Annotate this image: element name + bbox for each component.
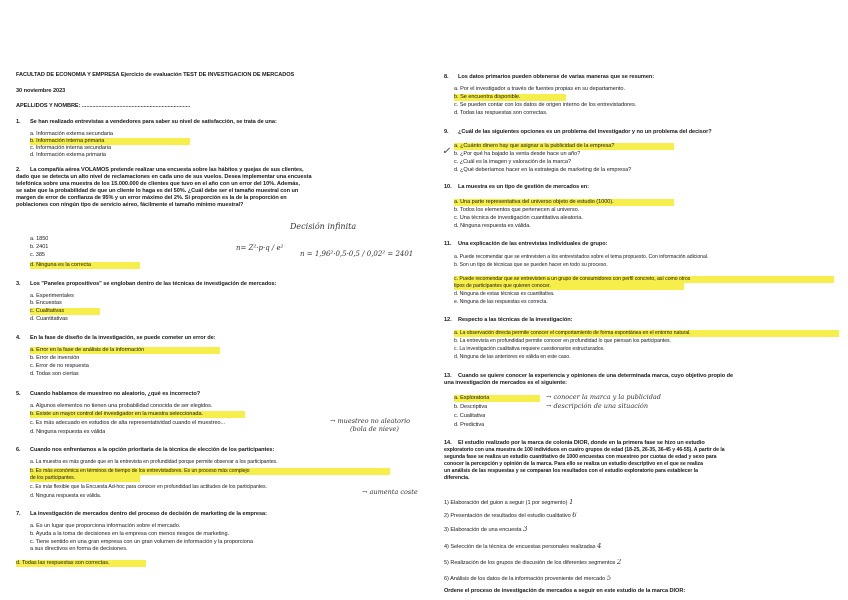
q13-option-c[interactable]: c. Cualitativa — [454, 413, 486, 419]
q14-handwritten-order: 5 — [606, 575, 612, 582]
q11-option-c-continued: tipos de participantes que quieren conocer. — [454, 283, 684, 290]
q9-option-c[interactable]: c. ¿Cuál es la imagen y valoración de la marca? — [454, 159, 572, 165]
q14-handwritten-order: 2 — [616, 559, 622, 566]
q14-step-3[interactable]: 3) Elaboración de una encuesta 3 — [444, 526, 528, 533]
q14-step-1[interactable]: 1) Elaboración del guion a seguir (1 por segmento) 1 — [444, 499, 574, 506]
q13-option-a-selected[interactable]: a. Exploratoria — [454, 395, 540, 402]
q14-step-5[interactable]: 5) Realización de los grupos de discusión de los diferentes segmentos 2 — [444, 559, 622, 566]
q14-question: 14. El estudio realizado por la marca de colonia DIOR, donde en la primera fase se hizo un estudio — [444, 440, 705, 446]
q6-option-b-continued: de los participantes. — [30, 475, 140, 482]
q10-option-d[interactable]: d. Ninguna respuesta es válida. — [454, 223, 531, 229]
q6-question: 6. Cuando nos enfrentamos a la opción prioritaria de la técnica de elección de los participantes: — [16, 447, 275, 453]
q2-line: dado que se detecta un alto nivel de reclamaciones en cada uno de sus vuelos. Desea implementar una encuesta — [16, 174, 312, 180]
q14-handwritten-order: 6 — [572, 512, 577, 519]
q14-step-2[interactable]: 2) Presentación de resultados del estudio cualitativo 6 — [444, 512, 577, 519]
q14-step-6[interactable]: 6) Análisis de los datos de la información proveniente del mercado 5 — [444, 575, 612, 582]
q13-handwritten-note: → descripción de una situación — [546, 402, 649, 410]
q1-question: 1. Se han realizado entrevistas a vendedores para saber su nivel de satisfacción, se trata de una: — [16, 119, 277, 125]
q14-step-4[interactable]: 4) Selección de la técnica de encuestas personales realizadas 4 — [444, 543, 602, 550]
q3-option-c-selected[interactable]: c. Cualitativas — [30, 308, 100, 315]
q11-question: 11. Una explicación de las entrevistas individuales de grupo: — [444, 241, 608, 247]
q4-question: 4. En la fase de diseño de la investigación, se puede cometer un error de: — [16, 335, 216, 341]
q13-handwritten-note: → conocer la marca y la publicidad — [546, 393, 661, 401]
q2-line: se sabe que la probabilidad de que un cliente lo haga es del 50%. ¿Cuál debe ser el tamaño muestral con un — [16, 188, 299, 194]
q14-footer: Ordene el proceso de investigación de mercados a seguir en este estudio de la marca DIOR: — [444, 588, 686, 594]
q7-option-c-continued: a sus directivos en forma de decisiones. — [30, 546, 128, 552]
q14-question-line: diferencia. — [444, 475, 470, 481]
q11-option-b[interactable]: b. Son un tipo de técnicas que se pueden hacer en todo su proceso. — [454, 262, 608, 268]
q1-option-c[interactable]: c. Información interna secundaria — [30, 145, 112, 151]
q4-option-d[interactable]: d. Todas son ciertas — [30, 371, 79, 377]
q3-option-a[interactable]: a. Experimentales — [30, 293, 74, 299]
q2-question: 2. La compañía aérea VOLAMOS pretende realizar una encuesta sobre las hábitos y quejas de sus clientes, — [16, 167, 304, 173]
q14-question-line: exploratorio con una muestra de 100 individuos en cuatro grupos de edad (18-25, 26-35, 36-45 y 46-55). A partir de la — [444, 447, 725, 453]
exam-header: FACULTAD DE ECONOMÍA Y EMPRESA Ejercicio de evaluación TEST DE INVESTIGACIÓN DE MERCADOS — [16, 72, 295, 78]
q14-question-line: segunda fase se realiza un estudio cuantitativo de 1000 encuestas con muestreo por cuotas de edad y sexo para — [444, 454, 717, 460]
q12-option-b[interactable]: b. La entrevista en profundidad permite conocer en profundidad lo que piensan los participantes. — [454, 338, 671, 344]
exam-date: 30 noviembre 2023 — [16, 88, 66, 94]
q6-option-c[interactable]: c. Es más flexible que la Encuesta Ad-hoc para conocer en profundidad las actitudes de los participantes. — [30, 484, 267, 490]
q6-option-b-selected[interactable]: b. Es más económica en términos de tiempo de los entrevistadores. Es un proceso más complejo — [30, 468, 390, 475]
q14-handwritten-order: 4 — [597, 543, 602, 550]
q9-option-a-selected[interactable]: a. ¿Cuánto dinero hay que asignar a la publicidad de la empresa? — [454, 143, 674, 150]
right-column — [424, 0, 848, 600]
name-field[interactable]: APELLIDOS Y NOMBRE: ........................................................................ — [16, 103, 191, 109]
q11-option-c-selected[interactable]: c. Puede recomendar que se entrevisten a un grupo de consumidores con perfil concreto, así como otros — [454, 276, 834, 283]
q13-question: 13. Cuando se quiere conocer la experiencia y opiniones de una determinada marca, cuyo objetivo propio de — [444, 373, 734, 379]
q4-option-c[interactable]: c. Error de no respuesta — [30, 363, 89, 369]
q3-option-d[interactable]: d. Cuantitativas — [30, 316, 68, 322]
q12-option-a-selected[interactable]: a. La observación directa permite conocer el comportamiento de forma espontánea en el entorno natural. — [454, 330, 839, 337]
q4-option-a-selected[interactable]: a. Error en la fase de análisis de la información — [30, 347, 220, 354]
q1-option-d[interactable]: d. Información externa primaria — [30, 152, 106, 158]
q5-option-a[interactable]: a. Algunos elementos no tienen una probabilidad conocida de ser elegidos. — [30, 403, 213, 409]
q11-option-e[interactable]: e. Ninguna de las respuestas es correcta. — [454, 299, 548, 305]
q1-option-a[interactable]: a. Información externa secundaria — [30, 131, 113, 137]
q9-option-b[interactable]: b. ¿Por qué ha bajado la venta desde hace un año? — [454, 151, 581, 157]
q7-option-b[interactable]: b. Ayuda a la toma de decisiones en la empresa con menos riesgos de marketing. — [30, 531, 230, 537]
q9-option-d[interactable]: d. ¿Qué deberíamos hacer en la estrategia de marketing de la empresa? — [454, 167, 632, 173]
q2-handwritten-formula: n= Z²·p·q / e² — [236, 244, 284, 252]
q8-option-c[interactable]: c. Se pueden contar con los datos de origen interno de los entrevistadores. — [454, 102, 637, 108]
q8-option-b-selected[interactable]: b. Se encuentra disponible. — [454, 94, 566, 101]
q5-option-d[interactable]: d. Ninguna respuesta es válida — [30, 429, 106, 435]
q13-question-line2: una investigación de mercados es el siguiente: — [444, 380, 567, 386]
q2-line: telefónica sobre una muestra de los 15.000.000 de clientes que tuvo en el año con un error del 10%. Además, — [16, 181, 300, 187]
q8-option-a[interactable]: a. Por el investigador a través de fuentes propias en su departamento. — [454, 86, 625, 92]
q6-option-d[interactable]: d. Ninguna respuesta es válida. — [30, 493, 102, 499]
q13-option-d[interactable]: d. Predictiva — [454, 422, 485, 428]
q14-handwritten-order: 3 — [523, 526, 528, 533]
q12-option-c[interactable]: c. La investigación cualitativa requiere cuestionarios estructurados. — [454, 346, 605, 352]
q7-option-a[interactable]: a. Es un lugar que proporciona información sobre el mercado. — [30, 523, 181, 529]
q5-handwritten-note: → muestreo no aleatorio — [330, 417, 411, 425]
q14-question-line: conocer la percepción y opinión de la marca. Para ello se realiza un estudio descriptivo en el que se realiza — [444, 461, 703, 467]
q10-option-a-selected[interactable]: a. Una parte representativa del universo objeto de estudio (1000). — [454, 199, 674, 206]
q14-question-line: un análisis de las respuestas y se comparan los resultados con el estudio exploratorio para establecer la — [444, 468, 698, 474]
q10-option-c[interactable]: c. Una técnica de investigación cuantitativa aleatoria. — [454, 215, 583, 221]
q7-question: 7. La investigación de mercados dentro del proceso de decisión de marketing de la empresa: — [16, 511, 267, 517]
q2-option-c[interactable]: c. 385 — [30, 252, 45, 258]
q2-option-a[interactable]: a. 1850 — [30, 236, 49, 242]
q11-option-d[interactable]: d. Ninguna de estas técnicas es cuantitativa. — [454, 291, 555, 297]
q9-question: 9. ¿Cuál de las siguientes opciones es un problema del investigador y no un problema del decisor? — [444, 129, 712, 135]
q12-question: 12. Respecto a las técnicas de la investigación: — [444, 317, 573, 323]
q12-option-d[interactable]: d. Ninguna de las anteriores es válida en este caso. — [454, 354, 571, 360]
q9-check-mark: ✓ — [442, 146, 451, 157]
q6-handwritten-note: → aumenta coste — [362, 488, 418, 496]
q3-option-b[interactable]: b. Encuestas — [30, 300, 62, 306]
q5-option-b-selected[interactable]: b. Existe un mayor control del investigador en la muestra seleccionada. — [30, 411, 245, 418]
q7-option-d-selected[interactable]: d. Todas las respuestas son correctas. — [16, 560, 146, 567]
q8-option-d[interactable]: d. Todas las respuestas son correctas. — [454, 110, 548, 116]
q5-handwritten-note: (bola de nieve) — [350, 425, 399, 433]
q7-option-c[interactable]: c. Tiene sentido en una gran empresa con un gran volumen de información y la proporciona — [30, 539, 253, 545]
q2-option-d-selected[interactable]: d. Ninguna es la correcta — [30, 262, 140, 269]
q5-question: 5. Cuando hablamos de muestreo no aleatorio, ¿qué es incorrecto? — [16, 391, 201, 397]
q2-line: poblaciones con ningún tipo de servicio aéreo, fácilmente el tamaño mínimo muestral? — [16, 202, 244, 208]
q10-question: 10. La muestra es un tipo de gestión de mercados en: — [444, 184, 589, 190]
q8-question: 8. Los datos primarios pueden obtenerse de varias maneras que se resumen: — [444, 74, 655, 80]
q3-question: 3. Los "Paneles propositivos" se engloban dentro de las técnicas de investigación de mercados: — [16, 281, 277, 287]
q4-option-b[interactable]: b. Error de inversión — [30, 355, 80, 361]
q11-option-a[interactable]: a. Puede recomendar que se entrevisten a los entrevistados sobre el tema propuesto. Con información adicional. — [454, 254, 709, 260]
q14-handwritten-order: 1 — [568, 499, 574, 506]
q5-option-c[interactable]: c. Es más adecuado en estudios de alta representatividad cuando el muestreo... — [30, 420, 226, 426]
q2-line: margen de error de confianza de 95% y un error máximo del 2%. Si proporción es la de la proporción en — [16, 195, 287, 201]
q13-option-b[interactable]: b. Descriptiva — [454, 404, 488, 410]
q1-option-b-selected[interactable]: b. Información interna primaria — [30, 138, 190, 145]
q2-handwritten-calculation: n = 1,96²·0,5·0,5 / 0,02² = 2401 — [300, 250, 414, 258]
q2-option-b[interactable]: b. 2401 — [30, 244, 49, 250]
q2-handwritten-note: Decisión infinita — [290, 222, 357, 231]
q6-option-a[interactable]: a. La muestra es más grande que en la entrevista en profundidad porque permite observar a los participantes. — [30, 459, 278, 465]
q10-option-b[interactable]: b. Todos los elementos que pertenecen al universo. — [454, 207, 580, 213]
